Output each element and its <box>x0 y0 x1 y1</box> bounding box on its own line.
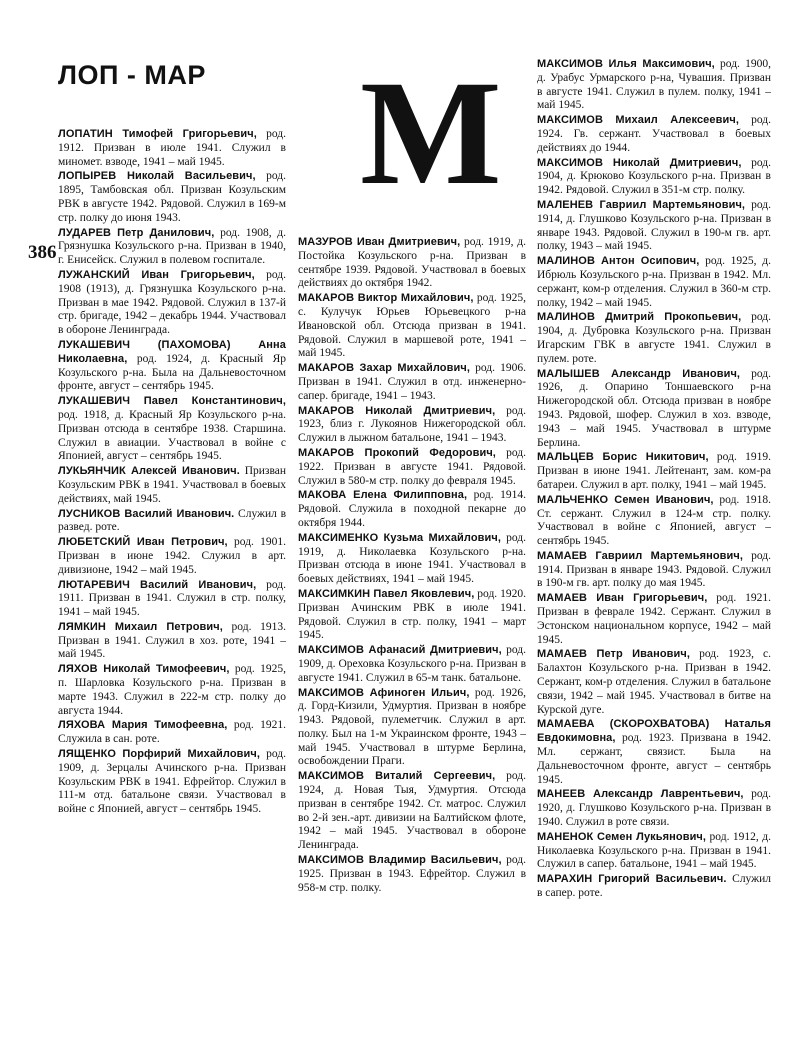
biography-entry <box>58 170 286 225</box>
entry-text: род. 1895, Тамбовская обл. Призван Козульским РВК в августе 1942. Рядовой. Служил в 169-м стр. полку до июня 1943. <box>58 170 286 224</box>
person-name: ЛЯХОВА Мария Тимофеевна, <box>58 719 228 732</box>
person-name: МАМАЕВА (СКОРОХВАТОВА) Наталья Евдокимовна, <box>537 718 771 745</box>
entry-text: род. 1925, с. Кулучук Юрьев Юрьевецкого р-на Ивановской обл. Отсюда призван в 1941. Рядовой. Служил в маршевой роте, 1941 – май 1945. <box>298 292 526 360</box>
person-name: ЛОПЫРЕВ Николай Васильевич, <box>58 170 256 183</box>
biography-entry <box>537 368 771 451</box>
biography-entry <box>58 663 286 718</box>
biography-entry <box>537 451 771 492</box>
biography-entry <box>298 292 526 361</box>
entry-text: род. 1908, д. Грязнушка Козульского р-на. Призван в 1940, г. Енисейск. Служил в полевом госпитале. <box>58 226 286 267</box>
person-name: МАМАЕВ Иван Григорьевич, <box>537 592 708 605</box>
biography-entry <box>58 227 286 268</box>
section-letter: М <box>360 50 502 216</box>
biography-entry <box>58 508 286 536</box>
text-column-2 <box>298 236 526 981</box>
biography-entry <box>537 648 771 717</box>
biography-entry <box>58 579 286 620</box>
biography-entry <box>58 748 286 817</box>
entry-text: род. 1908 (1913), д. Грязнушка Козульского р-на. Призван в мае 1942. Рядовой. Служил в 137-й стр. бригаде, 1942 – декабрь 1944. Участвовал в обороне Ленинграда. <box>58 268 286 337</box>
person-name: МАЛЕНЕВ Гавриил Мартемьянович, <box>537 198 746 211</box>
entry-text: род. 1926, д. Опарино Тоншаевского р-на Нижегородской обл. Отсюда призван в ноябре 1943. Рядовой, шофер. Служил в хоз. взводе, 1943 – май 1945. Участвовал в штурме Берлина. <box>537 367 771 449</box>
biography-entry <box>537 550 771 591</box>
person-name: МАКОВА Елена Филипповна, <box>298 489 468 502</box>
entry-text: род. 1914, д. Глушково Козульского р-на. Призван в январе 1943. Рядовой. Служил в 190-м гв. арт. полку, 1943 – май 1945. <box>537 198 771 253</box>
person-name: МАМАЕВ Гавриил Мартемьянович, <box>537 549 744 562</box>
entry-text: род. 1921. Призван в феврале 1942. Сержант. Служил в Эстонском национальном корпусе, 1942 – май 1945. <box>537 592 771 646</box>
text-column-3 <box>537 58 771 988</box>
entry-text: род. 1914. Рядовой. Служила в походной пекарне до октября 1944. <box>298 489 526 529</box>
biography-entry <box>537 255 771 310</box>
entry-text: род. 1923, близ г. Лукоянов Нижегородской обл. Служил в лыжном батальоне, 1941 – 1943. <box>298 404 526 445</box>
entry-text: род. 1926, д. Горд-Кизили, Удмуртия. Призван в ноябре 1943. Рядовой, пулеметчик. Служил в арт. полку. Был на 1-м Украинском фронте, 1943 – май 1945. Участвовал в штурме Берлина, освобождении Праги. <box>298 686 526 768</box>
person-name: МАКАРОВ Виктор Михайлович, <box>298 292 474 305</box>
person-name: ЛУКАШЕВИЧ Павел Константинович, <box>58 395 286 408</box>
person-name: МАКСИМОВ Афиноген Ильич, <box>298 686 470 699</box>
biography-entry <box>537 873 771 901</box>
entry-text: род. 1901. Призван в июне 1942. Служил в арт. дивизионе, 1942 – май 1945. <box>58 536 286 576</box>
person-name: МАКСИМОВ Владимир Васильевич, <box>298 854 502 867</box>
biography-entry <box>537 718 771 787</box>
entry-text: род. 1923. Призвана в 1942. Мл. сержант, связист. Была на Дальневосточном фронте, август – сентябрь 1945. <box>537 732 771 786</box>
entry-text: род. 1921. Служила в сан. роте. <box>58 719 286 746</box>
person-name: МАКАРОВ Прокопий Федорович, <box>298 446 496 459</box>
entry-text: род. 1924, д. Красный Яр Козульского р-на. Была на Дальневосточном фронте, август – сентябрь 1945. <box>58 352 286 393</box>
entry-text: род. 1920. Призван Ачинским РВК в июле 1941. Рядовой. Служил в стр. полку, 1941 – март 1945. <box>298 587 526 642</box>
biography-entry <box>298 405 526 446</box>
entry-text: род. 1914. Призван в январе 1943. Рядовой. Служил в 190-м гв. арт. полку до мая 1945. <box>537 549 771 590</box>
entry-text: род. 1904, д. Дубровка Козульского р-на. Призван Игарским ГВК в августе 1941. Служил в пулем. роте. <box>537 311 771 365</box>
entry-text: род. 1909, д. Ореховка Козульского р-на. Призван в августе 1941. Служил в 65-м танк. батальоне. <box>298 644 526 684</box>
page-header: ЛОП - МАР <box>58 60 206 90</box>
person-name: МАКАРОВ Захар Михайлович, <box>298 362 470 375</box>
biography-entry <box>537 157 771 198</box>
page-number: 386 <box>28 242 57 263</box>
biography-entry <box>298 644 526 685</box>
person-name: ЛЯМКИН Михаил Петрович, <box>58 620 223 633</box>
person-name: МАКСИМОВ Виталий Сергеевич, <box>298 770 496 783</box>
person-name: МАКСИМОВ Афанасий Дмитриевич, <box>298 644 502 657</box>
biography-entry <box>298 687 526 770</box>
person-name: ЛОПАТИН Тимофей Григорьевич, <box>58 128 257 140</box>
entry-text: род. 1906. Призван в 1941. Служил в отд. инженерно-сапер. бригаде, 1941 – 1943. <box>298 362 526 402</box>
entry-text: род. 1918. Ст. сержант. Служил в 124-м стр. полку. Участвовал в войне с Японией, август – сентябрь 1945. <box>537 493 771 548</box>
biography-entry <box>537 311 771 366</box>
biography-entry <box>298 447 526 488</box>
biography-entry <box>298 854 526 895</box>
biography-entry <box>58 128 286 169</box>
entry-text: род. 1922. Призван в августе 1941. Рядовой. Служил в 580-м стр. полку до февраля 1945. <box>298 446 526 487</box>
entry-text: род. 1919, д. Постойка Козульского р-на. Призван в сентябре 1939. Рядовой. Участвовал в боевых действиях до октября 1942. <box>298 236 526 290</box>
entry-text: Служил в развед. роте. <box>58 507 286 534</box>
entry-text: род. 1911. Призван в 1941. Служил в стр. полку, 1941 – май 1945. <box>58 578 286 619</box>
biography-entry <box>58 339 286 394</box>
person-name: МАКСИМОВ Николай Дмитриевич, <box>537 156 742 169</box>
biography-entry <box>537 58 771 113</box>
biography-entry <box>537 494 771 549</box>
person-name: МАКСИМОВ Илья Максимович, <box>537 58 715 70</box>
entry-text: род. 1900, д. Урабус Урмарского р-на, Чувашия. Призван в августе 1941. Служил в пулем. полку, 1941 – май 1945. <box>537 58 771 112</box>
person-name: МАНЕНОК Семен Лукьянович, <box>537 830 707 843</box>
person-name: МАКСИМОВ Михаил Алексеевич, <box>537 114 739 127</box>
person-name: ЛУСНИКОВ Василий Иванович. <box>58 507 235 520</box>
person-name: МАЗУРОВ Иван Дмитриевич, <box>298 236 461 248</box>
entry-text: род. 1912. Призван в июле 1941. Служил в миномет. взводе, 1941 – май 1945. <box>58 128 286 168</box>
entry-text: род. 1925. Призван в 1943. Ефрейтор. Служил в 958-м стр. полку. <box>298 854 526 894</box>
entry-text: род. 1912, д. Николаевка Козульского р-на. Призван в 1941. Служил в сапер. батальоне, 1941 – май 1945. <box>537 830 771 871</box>
entry-text: род. 1925, д. Ибрюль Козульского р-на. Призван в 1942. Мл. сержант, ком-р отделения. Служил в 360-м стр. полку, 1942 – май 1945. <box>537 255 771 309</box>
entry-text: Призван Козульским РВК в 1941. Участвовал в боевых действиях, май 1945. <box>58 465 286 505</box>
biography-entry <box>58 395 286 464</box>
biography-entry <box>537 592 771 647</box>
entry-text: род. 1925, п. Шарловка Козульского р-на. Призван в марте 1943. Служил в 222-м стр. полку до августа 1944. <box>58 663 286 717</box>
person-name: МАЛИНОВ Дмитрий Прокопьевич, <box>537 311 742 324</box>
entry-text: род. 1904, д. Крюково Козульского р-на. Призван в 1942. Рядовой. Служил в 351-м стр. полку. <box>537 156 771 197</box>
entry-text: Служил в сапер. роте. <box>537 873 771 900</box>
biography-entry <box>537 199 771 254</box>
entry-text: род. 1909, д. Зерцалы Ачинского р-на. Призван Козульским РВК в 1941. Ефрейтор. Служил в 111-м отд. батальоне связи. Участвовал в войне с Японией, август – сентябрь 1945. <box>58 748 286 816</box>
person-name: МАЛИНОВ Антон Осипович, <box>537 255 700 268</box>
biography-entry <box>58 719 286 747</box>
person-name: МАРАХИН Григорий Васильевич. <box>537 873 727 886</box>
entry-text: род. 1919. Призван в июне 1941. Лейтенант, зам. ком-ра батареи. Служил в арт. полку, 1941 – май 1945. <box>537 451 771 491</box>
biography-entry <box>58 536 286 577</box>
biography-entry <box>58 621 286 662</box>
person-name: ЛЯЩЕНКО Порфирий Михайлович, <box>58 748 261 761</box>
entry-text: род. 1924, д. Новая Тыя, Удмуртия. Отсюда призван в сентябре 1942. Ст. матрос. Служил во 2-й зен.-арт. дивизии на Балтийском флоте, 1942 – май 1945. Участвовал в обороне Ленинграда. <box>298 770 526 852</box>
text-column-1 <box>58 128 286 868</box>
biography-entry <box>298 236 526 291</box>
biography-entry <box>298 770 526 853</box>
biography-entry <box>537 114 771 155</box>
person-name: ЛУКАШЕВИЧ (ПАХОМОВА) Анна Николаевна, <box>58 338 286 365</box>
biography-entry <box>298 588 526 643</box>
entry-text: род. 1923, с. Балахтон Козульского р-на. Призван в 1942. Сержант, ком-р отделения. Служил в батальоне связи, 1942 – май 1945. Участвовал в битве на Курской дуге. <box>537 648 771 716</box>
biography-entry <box>298 532 526 587</box>
entry-text: род. 1913. Призван в 1941. Служил в хоз. роте, 1941 – май 1945. <box>58 620 286 661</box>
person-name: МАНЕЕВ Александр Лаврентьевич, <box>537 788 744 801</box>
person-name: МАКСИМЕНКО Кузьма Михайлович, <box>298 531 502 544</box>
person-name: ЛЮБЕТСКИЙ Иван Петрович, <box>58 536 228 549</box>
person-name: ЛУДАРЕВ Петр Данилович, <box>58 226 215 239</box>
person-name: ЛУЖАНСКИЙ Иван Григорьевич, <box>58 268 255 281</box>
person-name: ЛЮТАРЕВИЧ Василий Иванович, <box>58 578 257 591</box>
person-name: МАЛЫШЕВ Александр Иванович, <box>537 367 741 380</box>
biography-entry <box>298 489 526 530</box>
person-name: МАЛЬЦЕВ Борис Никитович, <box>537 451 709 464</box>
entry-text: род. 1924. Гв. сержант. Участвовал в боевых действиях до 1944. <box>537 114 771 154</box>
person-name: МАМАЕВ Петр Иванович, <box>537 648 691 661</box>
person-name: МАКСИМКИН Павел Яковлевич, <box>298 587 475 600</box>
entry-text: род. 1919, д. Николаевка Козульского р-на. Призван отсюда в июне 1941. Участвовал в боевых действиях, 1941 – май 1945. <box>298 531 526 586</box>
person-name: ЛЯХОВ Николай Тимофеевич, <box>58 663 230 676</box>
entry-text: род. 1920, д. Глушково Козульского р-на. Призван в 1940. Служил в роте связи. <box>537 788 771 829</box>
biography-entry <box>298 362 526 403</box>
biography-entry <box>537 788 771 829</box>
biography-entry <box>58 465 286 506</box>
person-name: МАЛЬЧЕНКО Семен Иванович, <box>537 493 714 506</box>
person-name: МАКАРОВ Николай Дмитриевич, <box>298 404 496 417</box>
entry-text: род. 1918, д. Красный Яр Козульского р-на. Призван отсюда в сентябре 1938. Старшина. Служил в авиации. Участвовал в войне с Японией, август – сентябрь 1945. <box>58 408 286 463</box>
person-name: ЛУКЬЯНЧИК Алексей Иванович. <box>58 465 240 478</box>
biography-entry <box>537 831 771 872</box>
biography-entry <box>58 269 286 338</box>
